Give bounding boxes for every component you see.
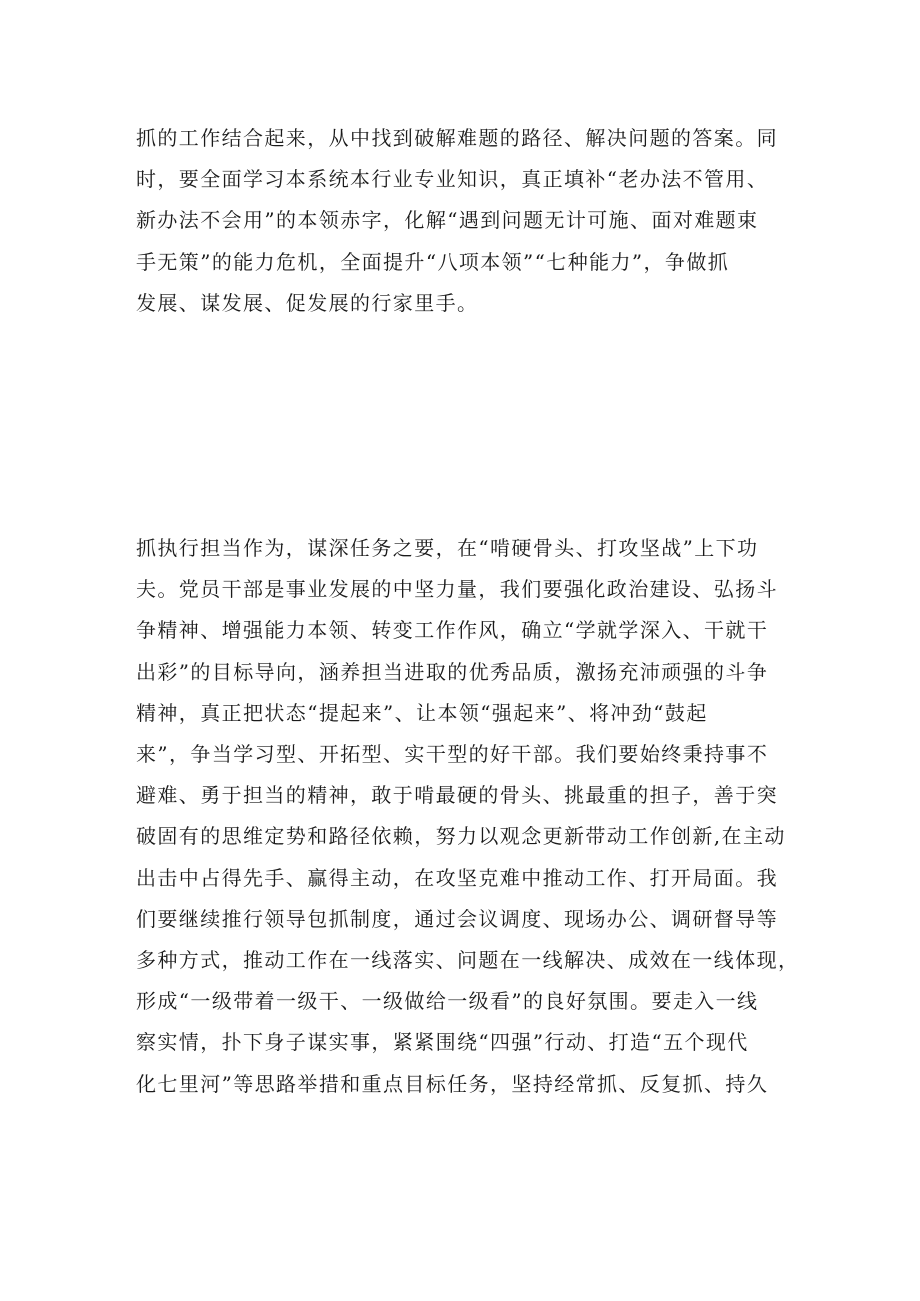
text-line: 避难、勇于担当的精神，敢于啃最硬的骨头、挑最重的担子，善于突 (136, 783, 778, 808)
text-line: 出彩”的目标导向，涵养担当进取的优秀品质，激扬充沛顽强的斗争 (136, 659, 769, 684)
paragraph-1 (136, 118, 796, 324)
text-line: 发展、谋发展、促发展的行家里手。 (136, 290, 479, 315)
text-line: 出击中占得先手、赢得主动，在攻坚克难中推动工作、打开局面。我 (136, 865, 778, 890)
text-line: 破固有的思维定势和路径依赖，努力以观念更新带动工作创新,在主动 (136, 824, 786, 849)
text-line: 抓执行担当作为，谋深任务之要，在“啃硬骨头、打攻坚战”上下功 (136, 536, 759, 560)
text-line: 形成“一级带着一级干、一级做给一级看”的良好氛围。要走入一线 (136, 989, 759, 1014)
text-line: 来”，争当学习型、开拓型、实干型的好干部。我们要始终秉持事不 (136, 742, 769, 767)
text-line: 时，要全面学习本系统本行业专业知识，真正填补“老办法不管用、 (136, 167, 769, 192)
text-line: 新办法不会用”的本领赤字，化解“遇到问题无计可施、面对难题束 (136, 208, 759, 233)
text-line: 们要继续推行领导包抓制度，通过会议调度、现场办公、调研督导等 (136, 906, 778, 931)
text-line: 多种方式，推动工作在一线落实、问题在一线解决、成效在一线体现， (136, 948, 800, 973)
text-line: 争精神、增强能力本领、转变工作作风，确立“学就学深入、干就干 (136, 618, 769, 643)
text-line: 化七里河”等思路举措和重点目标任务，坚持经常抓、反复抓、持久 (136, 1071, 769, 1096)
text-line: 夫。党员干部是事业发展的中坚力量，我们要强化政治建设、弘扬斗 (136, 577, 778, 602)
text-line: 精神，真正把状态“提起来”、让本领“强起来”、将冲劲“鼓起 (136, 700, 708, 725)
text-line: 察实情，扑下身子谋实事，紧紧围绕“四强”行动、打造“五个现代 (136, 1030, 749, 1055)
text-line: 抓的工作结合起来，从中找到破解难题的路径、解决问题的答案。同 (136, 126, 778, 150)
paragraph-2 (136, 528, 800, 1105)
text-line: 手无策”的能力危机，全面提升“八项本领”“七种能力”，争做抓 (136, 249, 730, 274)
